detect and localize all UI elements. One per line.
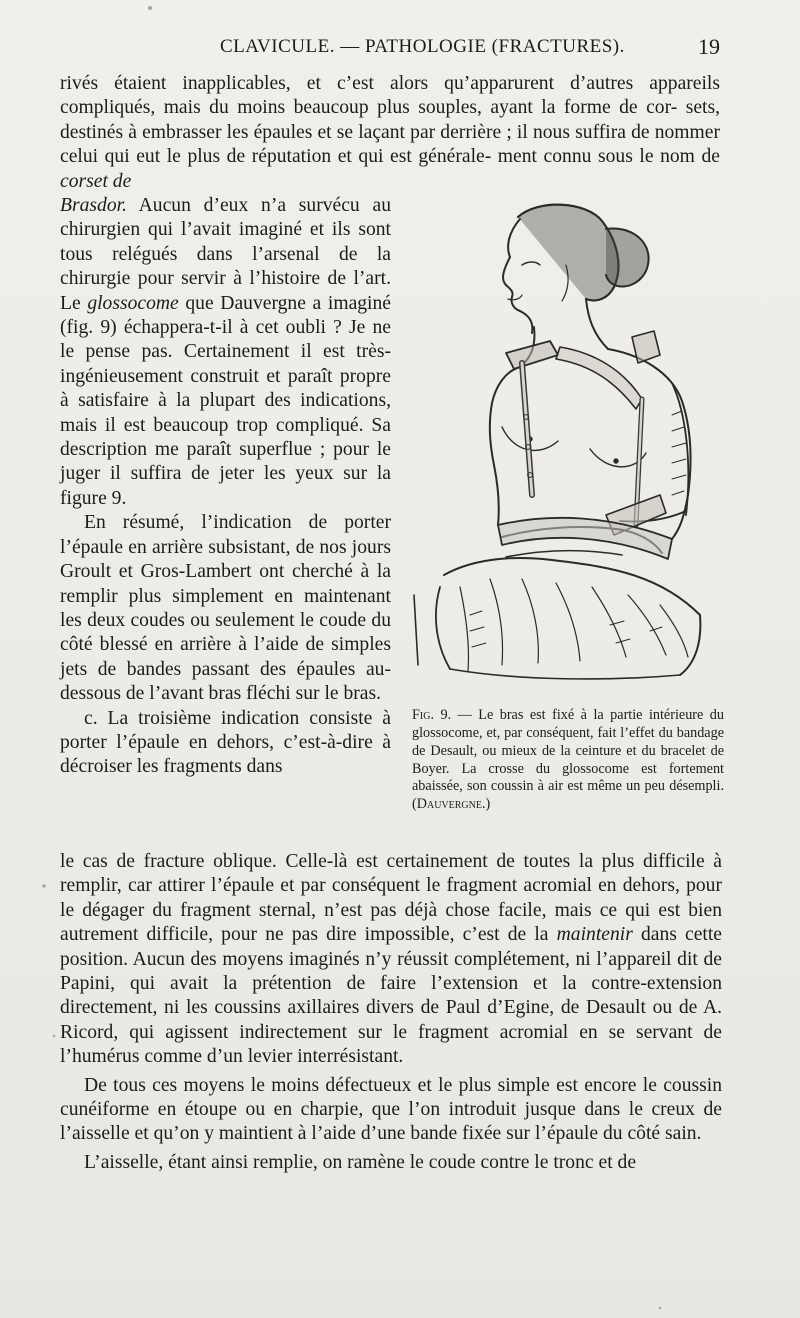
line-4: suffira de nommer celui qui eut le plus de réputation et qui est générale- (60, 121, 720, 168)
emphasis-maintenir: maintenir (556, 924, 633, 946)
line-3: sets, destinés à embrasser les épaules et se laçant par derrière ; il nous (60, 97, 720, 143)
caption-credit: (Dauvergne.) (412, 796, 491, 813)
emphasis-corset: corset de (60, 170, 132, 192)
paragraph-glossocome (60, 194, 391, 511)
paragraph-continuation (60, 850, 722, 1070)
text-glossocome-a: Aucun d’eux n’a survécu au chirurgien qui l’avait imaginé et ils sont tous relégués dans l’arsenal de la chirurgie pour servir à l’histoire de l’art. Le (60, 195, 391, 314)
lower-text (60, 850, 722, 1179)
caption-label: Fig. 9. (412, 707, 452, 724)
paragraph-corsets (60, 72, 720, 194)
left-column-text (60, 194, 391, 780)
emphasis-glossocome: glossocome (87, 292, 179, 314)
paragraph-aisselle: L’aisselle, étant ainsi remplie, on ramène le coude contre le tronc et de (84, 1151, 637, 1173)
page-number: 19 (698, 34, 720, 59)
line-5: ment connu sous le nom de (497, 146, 720, 168)
emphasis-brasdor: Brasdor. (60, 195, 127, 216)
glossocome-engraving (410, 195, 710, 685)
paragraph-resume: En résumé, l’indication de porter l’épaule en arrière subsistant, de nos jours Groult et Gros-Lambert ont cherché à la remplir plus simplement en maintenant les deux coudes ou seulement le coude du côté blessé en arrière à l’aide de simples jets de bandes passant des épaules au-dessous de l’avant bras fléchi sur le bras. (60, 512, 391, 705)
text-continuation-a: le cas de fracture oblique. Celle-là est certainement de toutes la plus difficile à remplir, car attirer l’épaule et par conséquent le fragment acromial en dehors, pour le dégager du fragment sternal, n’est pas déjà chose facile, mais ce qui est bien autrement difficile, pour ne pas dire impossible, c’est de la (60, 851, 722, 946)
figure-9-caption (412, 707, 724, 814)
text-continuation-b: dans cette position. Aucun des moyens imaginés n’y réussit complétement, ni l’appareil dit de Papini, qui avait la prétention de faire l’extension et la contre-extension directement, ni les coussins axillaires divers de Paul d’Egine, de Desault ou de A. Ricord, qui agissent indirectement sur le fragment acromial en se servant de l’humérus comme d’un levier interrésistant. (60, 924, 722, 1068)
page-header (60, 34, 720, 66)
caption-text: — Le bras est fixé à la partie intérieure du glossocome, et, par conséquent, fait l’effet du bandage de Desault, ou mieux de la ceinture et du bracelet de Boyer. La crosse du glossocome est fortement abaissée, son coussin à air est même un peu désempli. (412, 707, 724, 795)
text-glossocome-b: que Dauvergne a imaginé (fig. 9) échappera-t-il à cet oubli ? Je ne le pense pas. Certainement il est très-ingénieusement construit et paraît propre à satisfaire à la plupart des indications, mais il est beaucoup trop compliqué. Sa description me paraît superflue ; pour le juger il suffira de jeter les yeux sur la figure 9. (60, 292, 391, 509)
line-1: rivés étaient inapplicables, et c’est alors qu’apparurent d’autres appareils (60, 73, 720, 94)
paragraph-third-indication: c. La troisième indication consiste à porter l’épaule en dehors, c’est-à-dire à décroiser les fragments dans (60, 707, 391, 778)
line-2: compliqués, mais du moins beaucoup plus souples, ayant la forme de cor- (60, 97, 678, 119)
figure-9-illustration (410, 195, 710, 685)
running-head: CLAVICULE. — PATHOLOGIE (FRACTURES). (220, 36, 625, 57)
paragraph-coussin: De tous ces moyens le moins défectueux et le plus simple est encore le coussin cunéiforme en étoupe ou en charpie, que l’on introduit jusque dans le creux de l’aisselle et qu’on y maintient à l’aide d’une bande fixée sur l’épaule du côté sain. (60, 1074, 722, 1145)
